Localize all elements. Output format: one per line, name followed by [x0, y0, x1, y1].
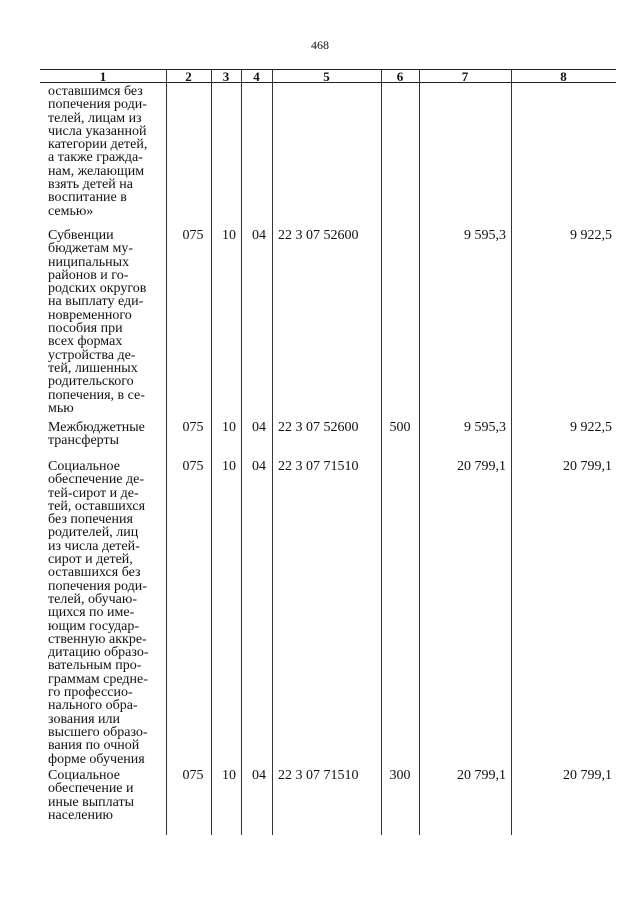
row-subsection-code: 04	[252, 420, 266, 435]
row-description: Межбюджетные трансферты	[48, 420, 145, 449]
row-target-code: 22 3 07 71510	[278, 768, 359, 783]
column-divider	[511, 69, 512, 835]
row-ministry-code: 075	[182, 228, 204, 243]
column-divider	[211, 69, 212, 835]
row-subsection-code: 04	[252, 768, 266, 783]
column-divider	[419, 69, 420, 835]
row-description: Социальное обеспечение и иные выплаты населению	[48, 768, 134, 823]
row-section-code: 10	[222, 459, 236, 474]
row-subsection-code: 04	[252, 459, 266, 474]
row-ministry-code: 075	[182, 459, 204, 474]
row-description: Социальное обеспечение де- тей-сирот и де- тей, оставшихся без попечения родителей, лиц из числа детей- сирот и детей, оставшихся без попечения роди- телей, обучаю- щихся по име- ющим государ- ственную аккре- дитацию образо- вательным про- граммам средне- го профессио- нального обра- зования или высшего образо- вания по очной форме обучения	[48, 459, 149, 767]
header-col-1: 1	[40, 69, 166, 83]
row-amount-1: 20 799,1	[457, 768, 506, 783]
row-amount-2: 9 922,5	[570, 228, 612, 243]
column-divider	[241, 69, 242, 835]
row-target-code: 22 3 07 52600	[278, 420, 359, 435]
row-subsection-code: 04	[252, 228, 266, 243]
row-description: оставшимся без попечения роди- телей, лицам из числа указанной категории детей, а также гражда- нам, желающим взять детей на воспитание в семью»	[48, 84, 148, 219]
column-divider	[381, 69, 382, 835]
row-ministry-code: 075	[182, 420, 204, 435]
header-col-5: 5	[272, 69, 381, 83]
header-col-2: 2	[166, 69, 211, 83]
row-amount-2: 20 799,1	[563, 768, 612, 783]
row-expense-type: 300	[389, 768, 411, 783]
row-expense-type: 500	[389, 420, 411, 435]
row-target-code: 22 3 07 71510	[278, 459, 359, 474]
row-section-code: 10	[222, 228, 236, 243]
column-divider	[272, 69, 273, 835]
page-number: 468	[311, 38, 329, 52]
column-divider	[166, 69, 167, 835]
row-section-code: 10	[222, 768, 236, 783]
row-target-code: 22 3 07 52600	[278, 228, 359, 243]
budget-table	[40, 69, 616, 835]
row-section-code: 10	[222, 420, 236, 435]
header-col-3: 3	[211, 69, 241, 83]
row-amount-2: 20 799,1	[563, 459, 612, 474]
row-ministry-code: 075	[182, 768, 204, 783]
row-amount-1: 20 799,1	[457, 459, 506, 474]
header-col-7: 7	[419, 69, 511, 83]
header-col-4: 4	[241, 69, 272, 83]
header-col-6: 6	[381, 69, 419, 83]
row-amount-2: 9 922,5	[570, 420, 612, 435]
row-amount-1: 9 595,3	[464, 420, 506, 435]
header-col-8: 8	[511, 69, 616, 83]
row-description: Субвенции бюджетам му- ниципальных районов и го- родских округов на выплату еди- новременного пособия при всех формах устройства де- тей, лишенных родительского попечения, в се- мью	[48, 228, 147, 416]
row-amount-1: 9 595,3	[464, 228, 506, 243]
